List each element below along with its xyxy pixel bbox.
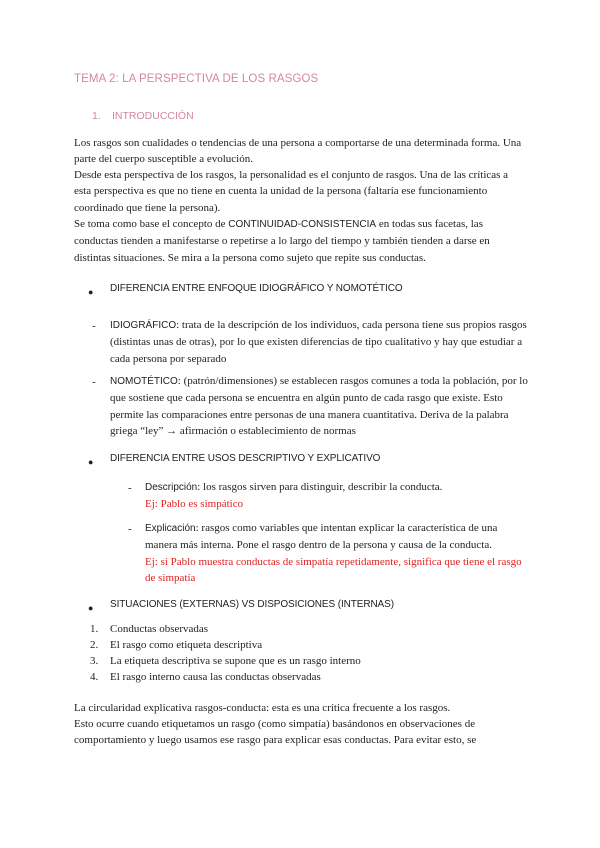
intro-paragraph-3 <box>74 216 524 266</box>
document-title: TEMA 2: LA PERSPECTIVA DE LOS RASGOS <box>74 73 319 85</box>
bullet-icon: ● <box>88 287 94 297</box>
idiografico-item <box>110 317 530 367</box>
intro-p3-pre: Se toma como base el concepto de <box>74 218 229 230</box>
nomotetico-term: NOMOTÉTICO <box>110 376 178 387</box>
list-item: 3. La etiqueta descriptiva se supone que es un rasgo interno <box>90 655 361 667</box>
bullet-usos-label: DIFERENCIA ENTRE USOS DESCRIPTIVO Y EXPLICATIVO <box>110 453 381 464</box>
explicacion-term: Explicación <box>145 523 196 534</box>
idiografico-text: : trata de la descripción de los individuos, cada persona tiene sus propios rasgos (distintas unas de otras), por lo que existen diferencias de tipo cualitativo y hay que estudiar a cada persona por separado <box>110 319 527 365</box>
dash-icon: - <box>92 320 96 332</box>
bullet-icon: ● <box>88 603 94 613</box>
list-item: 4. El rasgo interno causa las conductas observadas <box>90 671 321 683</box>
bullet-enfoque-label: DIFERENCIA ENTRE ENFOQUE IDIOGRÁFICO Y NOMOTÉTICO <box>110 283 403 294</box>
list-item: 2. El rasgo como etiqueta descriptiva <box>90 639 263 651</box>
dash-icon: - <box>128 482 132 494</box>
dash-icon: - <box>128 523 132 535</box>
idiografico-term: IDIOGRÁFICO <box>110 320 177 331</box>
bullet-icon: ● <box>88 457 94 467</box>
descripcion-example: Ej: Pablo es simpático <box>145 498 244 511</box>
dash-icon: - <box>92 376 96 388</box>
explicacion-text: : rasgos como variables que intentan explicar la característica de una manera más interna. Pone el rasgo dentro de la persona y causa de la conducta. <box>145 522 498 552</box>
intro-paragraph-2: Desde esta perspectiva de los rasgos, la personalidad es el conjunto de rasgos. Una de las críticas a esta perspectiva es que no tiene en cuenta la unidad de la persona (faltaría ese funcionamiento coordinado que tiene la persona). <box>74 169 509 214</box>
closing-paragraph-1: La circularidad explicativa rasgos-conducta: esta es una crítica frecuente a los rasgos. <box>74 702 451 714</box>
nomotetico-text: : (patrón/dimensiones) se establecen rasgos comunes a toda la población, por lo que sostiene que cada persona se encuentra en algún punto de cada rasgo que existe. Esto permite las comparaciones entre personas de una manera cuantitativa. Deriva de la palabra griega “ley” → afirmación o establecimiento de normas <box>110 375 528 437</box>
section-heading-introduccion <box>92 110 194 122</box>
descripcion-term: Descripción <box>145 482 198 493</box>
intro-p3-post: en todas sus facetas, las conductas tienden a manifestarse o repetirse a lo largo del tiempo y también tienden a darse en distintas situaciones. Se mira a la persona como sujeto que repite sus conductas. <box>74 218 490 264</box>
descripcion-item <box>145 479 529 513</box>
section-number: 1. <box>92 110 101 122</box>
bullet-situaciones-label: SITUACIONES (EXTERNAS) VS DISPOSICIONES (INTERNAS) <box>110 599 394 610</box>
explicacion-example: Ej: si Pablo muestra conductas de simpatía repetidamente, significa que tiene el rasgo de simpatía <box>145 555 522 584</box>
continuidad-term: CONTINUIDAD-CONSISTENCIA <box>228 219 377 230</box>
descripcion-text: : los rasgos sirven para distinguir, describir la conducta. <box>197 481 443 493</box>
nomotetico-item <box>110 373 530 439</box>
explicacion-item <box>145 520 529 586</box>
section-label: INTRODUCCIÓN <box>112 110 194 122</box>
intro-paragraph-1: Los rasgos son cualidades o tendencias de una persona a comportarse de una determinada forma. Una parte del cuerpo susceptible a evolución. <box>74 137 522 166</box>
list-item: 1. Conductas observadas <box>90 623 209 635</box>
closing-paragraph-2: Esto ocurre cuando etiquetamos un rasgo (como simpatía) basándonos en observaciones de comportamiento y luego usamos ese rasgo para explicar esas conductas. Para evitar esto, se <box>74 718 477 747</box>
